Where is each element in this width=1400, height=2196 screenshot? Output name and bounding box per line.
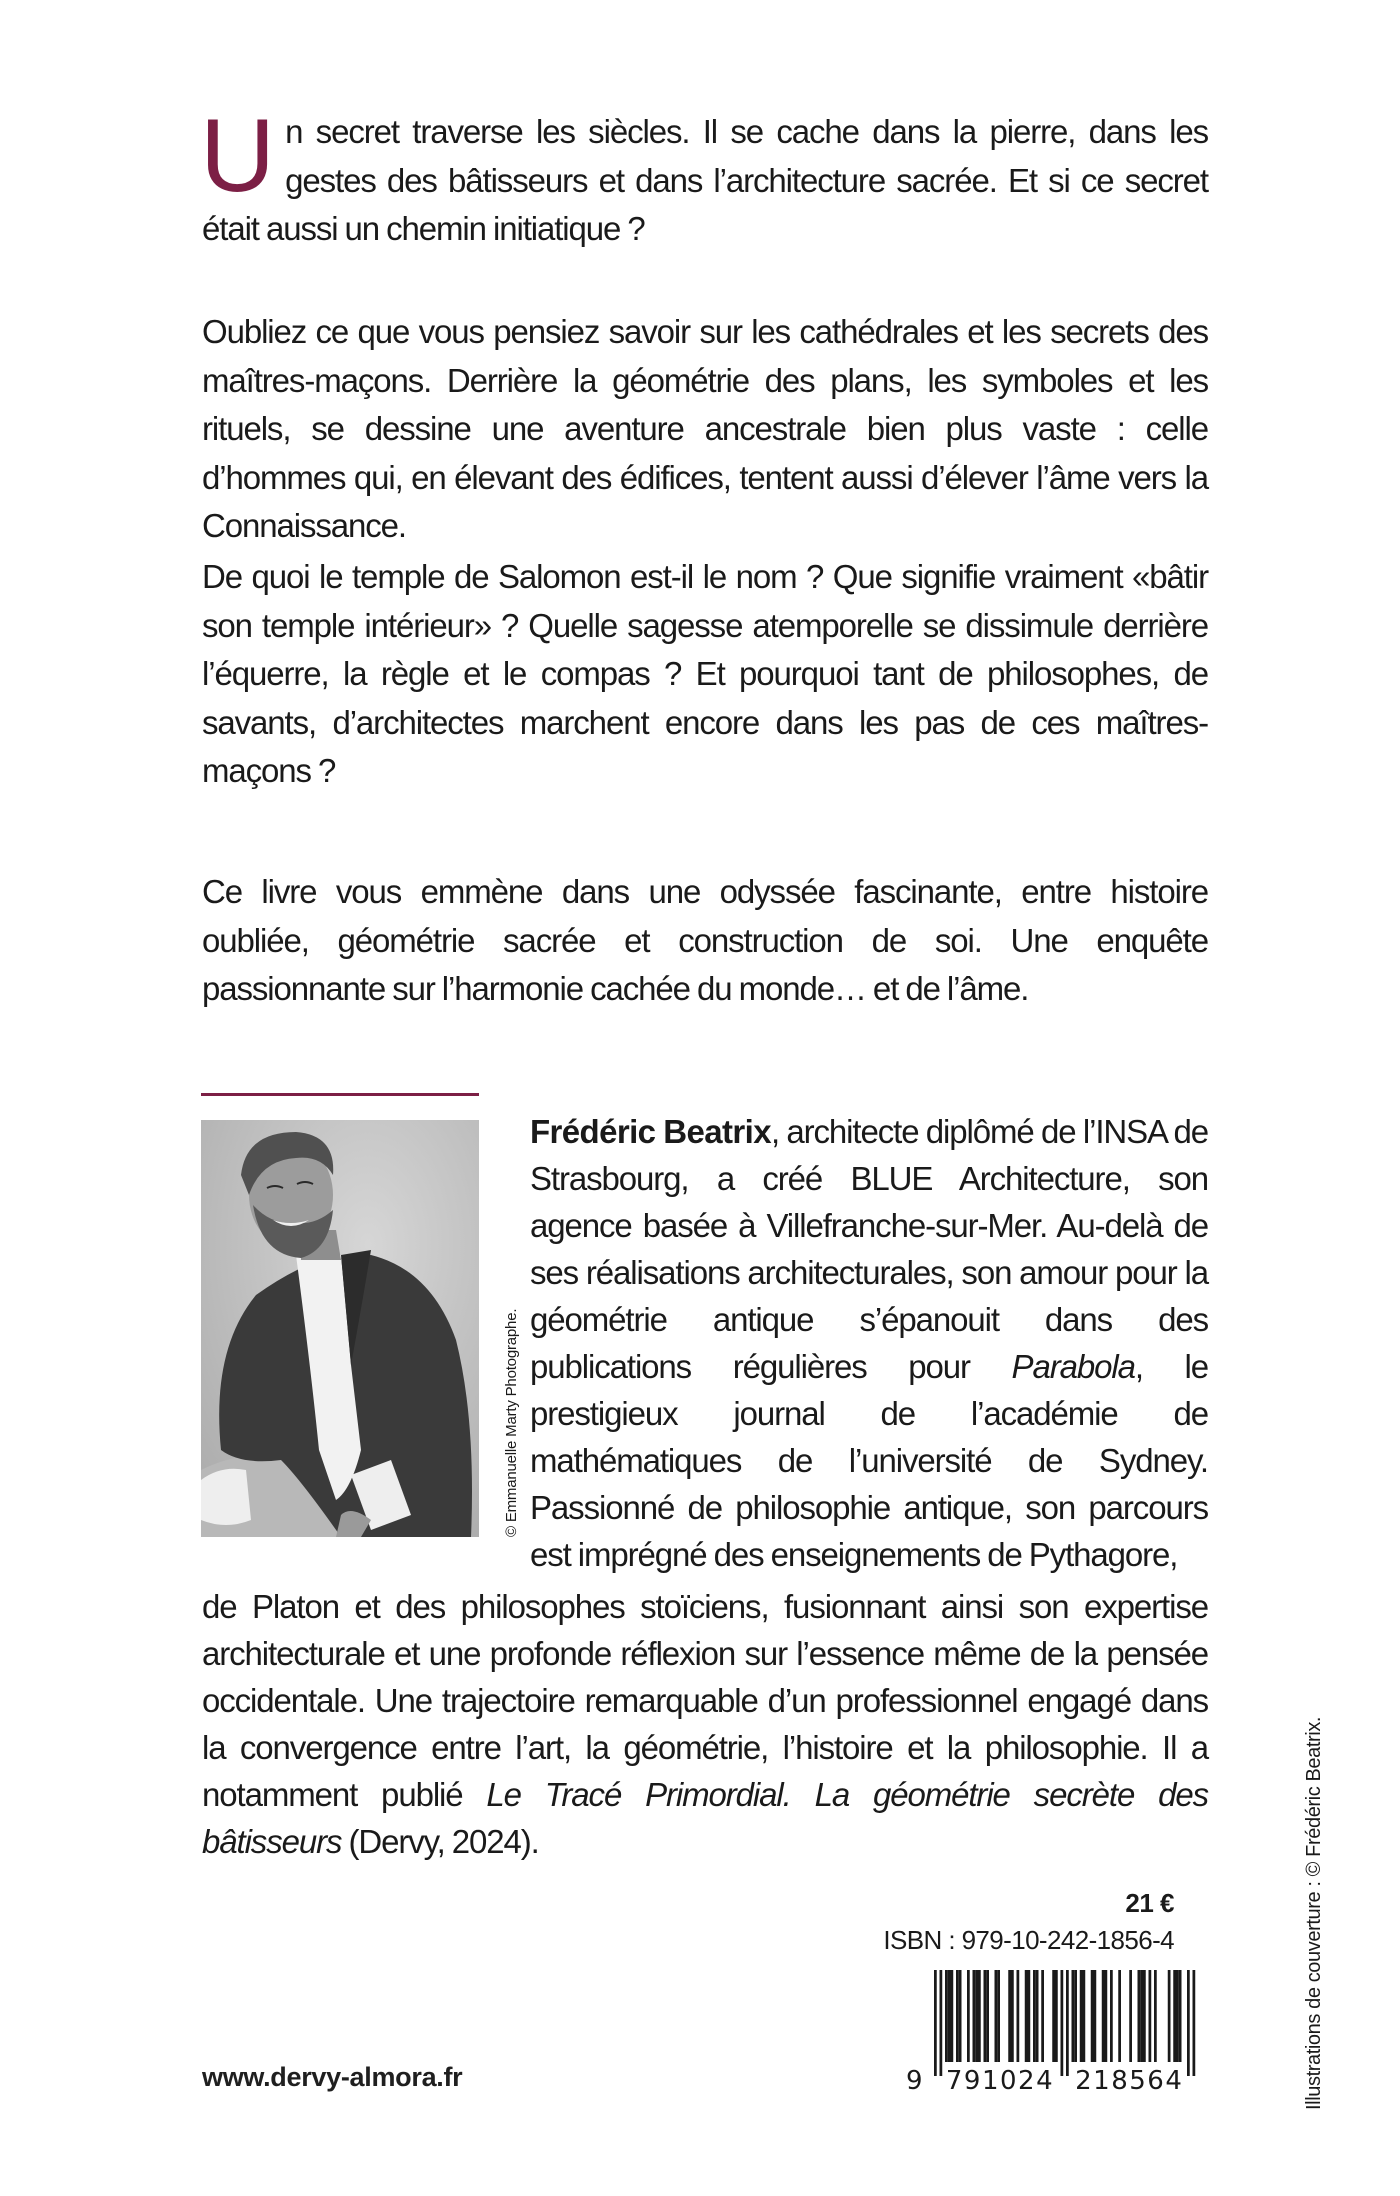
barcode-bar bbox=[1138, 1970, 1141, 2062]
barcode-bar bbox=[1017, 1970, 1020, 2062]
barcode-bar bbox=[975, 1970, 978, 2062]
barcode-bar bbox=[1140, 1970, 1143, 2062]
barcode-guard-bar bbox=[1187, 1970, 1190, 2076]
cover-illustration-credit: Illustrations de couverture : © Frédéric Beatrix. bbox=[1303, 1716, 1325, 2110]
author-bio-top bbox=[530, 1108, 1208, 1578]
barcode-bar bbox=[1074, 1970, 1077, 2062]
barcode-bar bbox=[1176, 1970, 1179, 2062]
section-divider bbox=[201, 1093, 479, 1096]
barcode-bar bbox=[1083, 1970, 1086, 2062]
barcode-bar bbox=[945, 1970, 948, 2062]
barcode-bar bbox=[1036, 1970, 1039, 2062]
barcode-bar bbox=[986, 1970, 989, 2062]
barcode-bar bbox=[1094, 1970, 1097, 2062]
barcode-bar bbox=[995, 1970, 998, 2062]
isbn: ISBN : 979-10-242-1856-4 bbox=[883, 1925, 1174, 1955]
paragraph-book-summary bbox=[202, 868, 1208, 1014]
photo-credit: © Emmanuelle Marty Photographe. bbox=[503, 1308, 520, 1537]
barcode-bar bbox=[1025, 1970, 1028, 2062]
barcode-bar bbox=[1154, 1970, 1157, 2062]
barcode-bar bbox=[984, 1970, 987, 2062]
author-photo bbox=[201, 1120, 479, 1537]
barcode-guard-bar bbox=[940, 1970, 943, 2076]
price: 21 € bbox=[1125, 1888, 1174, 1918]
bio-segment: , le prestigieux journal de l’académie de mathématiques de l’université de Sydney. Passionné de philosophie antique, son parcours est imprégné des enseignements de Pythagore, bbox=[530, 1348, 1209, 1573]
barcode-guard-bar bbox=[934, 1970, 937, 2076]
barcode-bar bbox=[1080, 1970, 1083, 2062]
bio-segment: , architecte diplômé de l’INSA de Strasbourg, a créé BLUE Architecture, son agence basée à Villefranche-sur-Mer. Au-delà de ses réalisations architecturales, son amour pour la géométrie antique s’épanouit dans des publications régulières pour bbox=[530, 1113, 1208, 1385]
intro-text: n secret traverse les siècles. Il se cache dans la pierre, dans les gestes des bâtisseurs et dans l’architecture sacrée. Et si ce secret était aussi un chemin initiatique ? bbox=[202, 113, 1208, 247]
barcode-bar bbox=[1055, 1970, 1058, 2062]
author-bio-text-bottom bbox=[202, 1583, 1208, 1865]
barcode-bar bbox=[959, 1970, 962, 2062]
paragraph-cathedrals bbox=[202, 308, 1208, 551]
bio-segment: de Platon et des philosophes stoïciens, fusionnant ainsi son expertise architecturale et une profonde réflexion sur l’essence même de la pensée occidentale. Une trajectoire remarquable d’un professionnel engagé dans la convergence entre l’art, la géométrie, l’histoire et la philosophie. Il a notamment publié bbox=[202, 1588, 1208, 1813]
barcode-guard-bar bbox=[1193, 1970, 1196, 2076]
barcode-bar bbox=[1011, 1970, 1014, 2062]
bio-segment: (Dervy, 2024). bbox=[341, 1823, 539, 1860]
barcode-bar bbox=[1168, 1970, 1171, 2062]
barcode-bar bbox=[1052, 1970, 1055, 2062]
publisher-website[interactable]: www.dervy-almora.fr bbox=[202, 2062, 463, 2092]
barcode-bar bbox=[1149, 1970, 1152, 2062]
barcode-guard-bar bbox=[1066, 1970, 1069, 2076]
barcode-bar bbox=[1008, 1970, 1011, 2062]
barcode-bar bbox=[956, 1970, 959, 2062]
paragraph-text: De quoi le temple de Salomon est-il le nom ? Que signifie vraiment «bâtir son temple intérieur» ? Quelle sagesse atemporelle se dissimule derrière l’équerre, la règle et le compas ? Et pourquoi tant de philosophes, de savants, d’architectes marchent encore dans les pas de ces maîtres-maçons ? bbox=[202, 558, 1208, 789]
barcode-bar bbox=[948, 1970, 951, 2062]
barcode-bar bbox=[973, 1970, 976, 2062]
author-name: Frédéric Beatrix bbox=[530, 1113, 771, 1150]
barcode-bar bbox=[1033, 1970, 1036, 2062]
isbn-barcode bbox=[898, 1968, 1208, 2093]
paragraph-questions bbox=[202, 553, 1208, 796]
author-bio-text-top bbox=[530, 1108, 1208, 1578]
barcode-bar bbox=[978, 1970, 981, 2062]
drop-cap: U bbox=[200, 98, 276, 214]
author-bio-bottom bbox=[202, 1583, 1208, 1865]
journal-name: Parabola bbox=[1011, 1348, 1135, 1385]
barcode-bar bbox=[951, 1970, 954, 2062]
barcode-bar bbox=[1041, 1970, 1044, 2062]
barcode-bar bbox=[997, 1970, 1000, 2062]
intro-paragraph bbox=[200, 98, 1208, 254]
barcode-bar bbox=[1028, 1970, 1031, 2062]
barcode-bar bbox=[1110, 1970, 1113, 2062]
barcode-bar bbox=[1091, 1970, 1094, 2062]
barcode-bar bbox=[1072, 1970, 1075, 2062]
paragraph-text: Ce livre vous emmène dans une odyssée fascinante, entre histoire oubliée, géométrie sacrée et construction de soi. Une enquête passionnante sur l’harmonie cachée du monde… et de l’âme. bbox=[202, 873, 1208, 1007]
author-portrait-illustration bbox=[201, 1120, 479, 1537]
barcode-bar bbox=[1105, 1970, 1108, 2062]
barcode-guard-bar bbox=[1061, 1970, 1064, 2076]
barcode-bar bbox=[1118, 1970, 1121, 2062]
barcode-bar bbox=[1173, 1970, 1176, 2062]
barcode-digits: 791024 bbox=[945, 2066, 1055, 2093]
barcode-digits: 9 bbox=[906, 2066, 925, 2093]
barcode-bar bbox=[1179, 1970, 1182, 2062]
barcode-digits: 218564 bbox=[1075, 2066, 1184, 2093]
paragraph-text: Oubliez ce que vous pensiez savoir sur les cathédrales et les secrets des maîtres-maçons. Derrière la géométrie des plans, les symboles et les rituels, se dessine une aventure ancestrale bien plus vaste : celle d’hommes qui, en élevant des édifices, tentent aussi d’élever l’âme vers la Connaissance. bbox=[202, 313, 1208, 544]
barcode-bar bbox=[1102, 1970, 1105, 2062]
barcode-bar bbox=[967, 1970, 970, 2062]
intro-paragraph-block bbox=[200, 98, 1208, 254]
barcode-bar bbox=[1143, 1970, 1146, 2062]
barcode-bar bbox=[1129, 1970, 1132, 2062]
previous-book-title: Le Tracé Primordial. La géométrie secrète des bâtisseurs bbox=[202, 1776, 1208, 1860]
